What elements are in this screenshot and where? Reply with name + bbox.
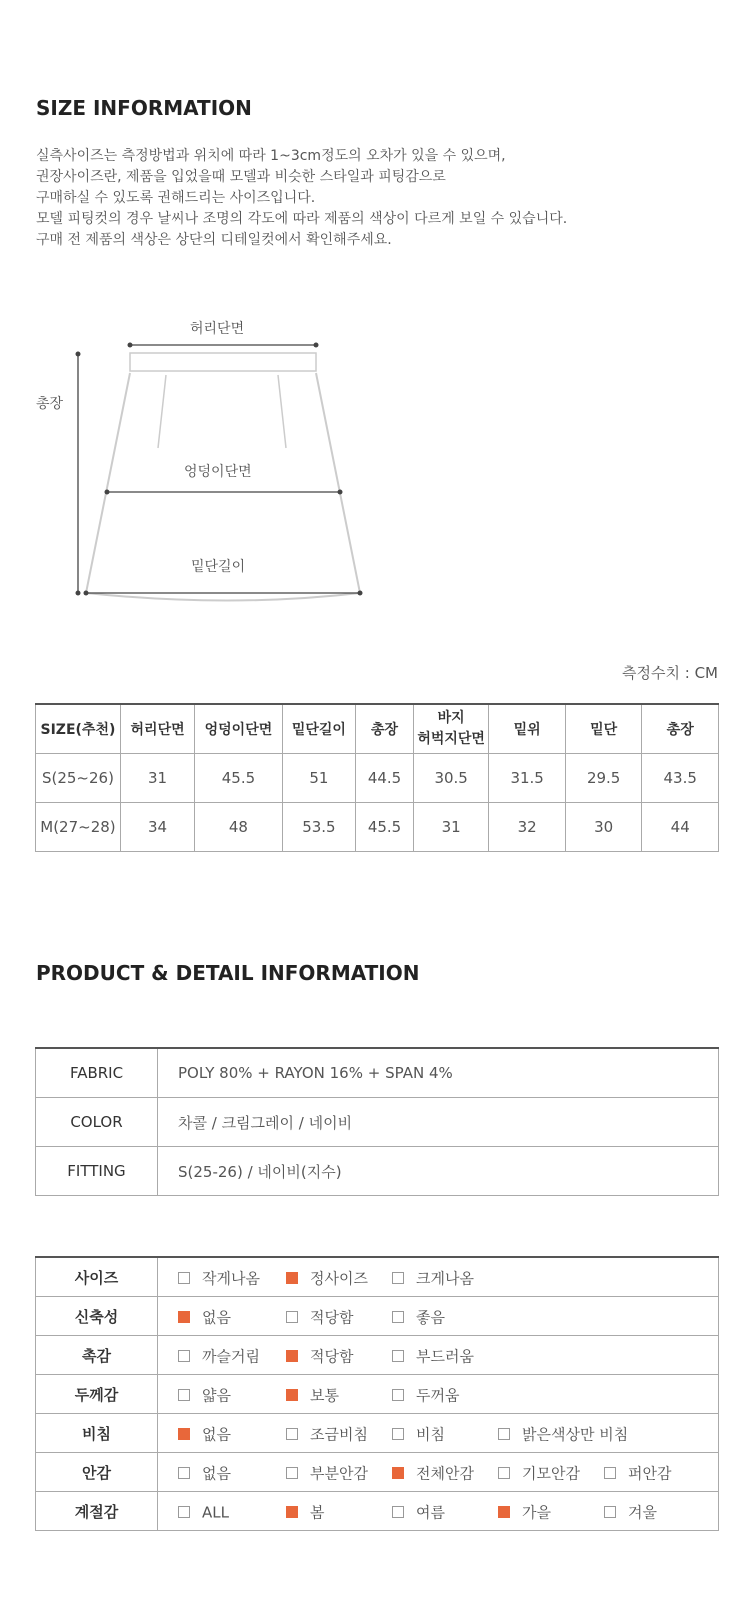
- th-size: SIZE(추천): [36, 704, 121, 754]
- feature-options: [158, 1414, 719, 1453]
- feature-row: [36, 1257, 719, 1297]
- product-info-title: PRODUCT & DETAIL INFORMATION: [36, 961, 420, 985]
- size-info-title: SIZE INFORMATION: [36, 96, 252, 120]
- feature-option: [498, 1425, 628, 1443]
- product-value: POLY 80% + RAYON 16% + SPAN 4%: [158, 1048, 719, 1098]
- feature-key: 계절감: [36, 1492, 158, 1531]
- feature-option: [392, 1269, 474, 1287]
- empty-box-icon: [178, 1506, 190, 1518]
- table-cell: 31: [413, 803, 489, 852]
- checked-box-icon: [286, 1389, 298, 1401]
- th-thigh: 허벅지단면: [417, 731, 485, 747]
- table-cell: 31.5: [489, 754, 566, 803]
- table-cell: 45.5: [356, 803, 414, 852]
- empty-box-icon: [498, 1428, 510, 1440]
- feature-option-label: 밝은색상만 비침: [522, 1425, 629, 1444]
- feature-option-label: 가을: [522, 1503, 551, 1522]
- feature-table: [35, 1256, 719, 1531]
- feature-option: [392, 1503, 445, 1521]
- empty-box-icon: [498, 1467, 510, 1479]
- empty-box-icon: [392, 1272, 404, 1284]
- product-row-fabric: [36, 1048, 719, 1098]
- th-hip: 엉덩이단면: [195, 704, 282, 754]
- th-pants: 바지: [437, 710, 465, 726]
- product-table: [35, 1047, 719, 1196]
- hem-label: 밑단길이: [191, 559, 246, 575]
- feature-option-label: 정사이즈: [310, 1269, 368, 1288]
- empty-box-icon: [178, 1467, 190, 1479]
- unit-label: 측정수치 : CM: [622, 664, 718, 682]
- size-notes: [36, 146, 716, 251]
- feature-options: [158, 1297, 719, 1336]
- table-cell: M(27~28): [36, 803, 121, 852]
- feature-option: [178, 1386, 231, 1404]
- feature-key: 사이즈: [36, 1257, 158, 1297]
- feature-option-label: 없음: [202, 1308, 231, 1327]
- table-cell: 45.5: [195, 754, 282, 803]
- table-cell: 48: [195, 803, 282, 852]
- length-label: 총장: [36, 396, 64, 412]
- feature-option: [286, 1386, 339, 1404]
- feature-option: [286, 1347, 353, 1365]
- feature-option: [178, 1308, 231, 1326]
- feature-row: [36, 1297, 719, 1336]
- feature-option-label: ALL: [202, 1503, 229, 1522]
- table-cell: 51: [282, 754, 356, 803]
- product-row-color: [36, 1098, 719, 1147]
- feature-option-label: 봄: [310, 1503, 325, 1522]
- feature-option: [392, 1425, 445, 1443]
- feature-option: [498, 1503, 551, 1521]
- th-length: 총장: [356, 704, 414, 754]
- empty-box-icon: [604, 1506, 616, 1518]
- feature-option-label: 기모안감: [522, 1464, 580, 1483]
- feature-option-label: 없음: [202, 1425, 231, 1444]
- feature-option-label: 좋음: [416, 1308, 445, 1327]
- empty-box-icon: [392, 1311, 404, 1323]
- feature-option: [178, 1425, 231, 1443]
- feature-option: [392, 1308, 445, 1326]
- th-pants-thigh: [413, 704, 489, 754]
- feature-key: 촉감: [36, 1336, 158, 1375]
- product-key: FABRIC: [36, 1048, 158, 1098]
- feature-option: [286, 1308, 353, 1326]
- feature-options: [158, 1336, 719, 1375]
- feature-option-label: 없음: [202, 1464, 231, 1483]
- empty-box-icon: [392, 1350, 404, 1362]
- hip-label: 엉덩이단면: [184, 464, 252, 480]
- size-note-line: 구매 전 제품의 색상은 상단의 디테일컷에서 확인해주세요.: [36, 232, 392, 248]
- checked-box-icon: [286, 1350, 298, 1362]
- size-table-header: [36, 704, 719, 754]
- feature-option: [392, 1347, 474, 1365]
- feature-option: [178, 1269, 260, 1287]
- table-cell: 44.5: [356, 754, 414, 803]
- checked-box-icon: [286, 1506, 298, 1518]
- feature-option-label: 부분안감: [310, 1464, 368, 1483]
- feature-option: [498, 1464, 580, 1482]
- empty-box-icon: [392, 1428, 404, 1440]
- feature-options: [158, 1453, 719, 1492]
- feature-option-label: 전체안감: [416, 1464, 474, 1483]
- feature-key: 비침: [36, 1414, 158, 1453]
- checked-box-icon: [178, 1428, 190, 1440]
- feature-row: [36, 1414, 719, 1453]
- feature-option: [178, 1503, 229, 1521]
- product-key: COLOR: [36, 1098, 158, 1147]
- feature-options: [158, 1257, 719, 1297]
- size-note-line: 모델 피팅컷의 경우 날씨나 조명의 각도에 따라 제품의 색상이 다르게 보일 수 있습니다.: [36, 211, 568, 227]
- feature-option-label: 퍼안감: [628, 1464, 672, 1483]
- feature-row: [36, 1492, 719, 1531]
- feature-option: [392, 1464, 474, 1482]
- empty-box-icon: [286, 1311, 298, 1323]
- empty-box-icon: [286, 1467, 298, 1479]
- feature-option: [604, 1503, 657, 1521]
- feature-option: [178, 1347, 260, 1365]
- feature-option: [286, 1503, 325, 1521]
- size-note-line: 실측사이즈는 측정방법과 위치에 따라 1~3cm정도의 오차가 있을 수 있으며,: [36, 148, 506, 164]
- feature-option-label: 적당함: [310, 1308, 354, 1327]
- table-cell: 44: [642, 803, 719, 852]
- feature-row: [36, 1336, 719, 1375]
- feature-option-label: 조금비침: [310, 1425, 368, 1444]
- feature-options: [158, 1492, 719, 1531]
- feature-option: [286, 1464, 368, 1482]
- feature-option-label: 작게나옴: [202, 1269, 260, 1288]
- table-row: [36, 803, 719, 852]
- feature-option-label: 얇음: [202, 1386, 231, 1405]
- waist-label: 허리단면: [190, 321, 245, 337]
- th-waist: 허리단면: [120, 704, 194, 754]
- product-row-fitting: [36, 1147, 719, 1196]
- empty-box-icon: [604, 1467, 616, 1479]
- feature-key: 안감: [36, 1453, 158, 1492]
- feature-option: [286, 1425, 368, 1443]
- product-value: 차콜 / 크림그레이 / 네이비: [158, 1098, 719, 1147]
- product-value: S(25-26) / 네이비(지수): [158, 1147, 719, 1196]
- checked-box-icon: [286, 1272, 298, 1284]
- feature-option-label: 부드러움: [416, 1347, 474, 1366]
- feature-key: 두께감: [36, 1375, 158, 1414]
- feature-option: [178, 1464, 231, 1482]
- feature-option-label: 여름: [416, 1503, 445, 1522]
- feature-option-label: 까슬거림: [202, 1347, 260, 1366]
- feature-row: [36, 1453, 719, 1492]
- size-note-line: 구매하실 수 있도록 권해드리는 사이즈입니다.: [36, 190, 316, 206]
- table-cell: S(25~26): [36, 754, 121, 803]
- product-key: FITTING: [36, 1147, 158, 1196]
- empty-box-icon: [178, 1350, 190, 1362]
- size-note-line: 권장사이즈란, 제품을 입었을때 모델과 비슷한 스타일과 피팅감으로: [36, 169, 446, 185]
- table-cell: 30.5: [413, 754, 489, 803]
- checked-box-icon: [178, 1311, 190, 1323]
- table-cell: 31: [120, 754, 194, 803]
- feature-options: [158, 1375, 719, 1414]
- empty-box-icon: [392, 1389, 404, 1401]
- table-cell: 30: [565, 803, 642, 852]
- feature-option: [392, 1386, 459, 1404]
- empty-box-icon: [178, 1389, 190, 1401]
- checked-box-icon: [392, 1467, 404, 1479]
- feature-key: 신축성: [36, 1297, 158, 1336]
- table-cell: 34: [120, 803, 194, 852]
- feature-option-label: 적당함: [310, 1347, 354, 1366]
- empty-box-icon: [392, 1506, 404, 1518]
- feature-option-label: 겨울: [628, 1503, 657, 1522]
- feature-option: [604, 1464, 671, 1482]
- empty-box-icon: [286, 1428, 298, 1440]
- th-rise: 밑위: [489, 704, 566, 754]
- size-table: [35, 703, 719, 852]
- table-cell: 29.5: [565, 754, 642, 803]
- th-pants-length: 총장: [642, 704, 719, 754]
- feature-row: [36, 1375, 719, 1414]
- table-cell: 43.5: [642, 754, 719, 803]
- feature-option-label: 두꺼움: [416, 1386, 460, 1405]
- table-cell: 32: [489, 803, 566, 852]
- checked-box-icon: [498, 1506, 510, 1518]
- empty-box-icon: [178, 1272, 190, 1284]
- table-cell: 53.5: [282, 803, 356, 852]
- feature-option-label: 크게나옴: [416, 1269, 474, 1288]
- feature-option: [286, 1269, 368, 1287]
- feature-option-label: 비침: [416, 1425, 445, 1444]
- feature-option-label: 보통: [310, 1386, 339, 1405]
- th-pants-hem: 밑단: [565, 704, 642, 754]
- table-row: [36, 754, 719, 803]
- th-hem: 밑단길이: [282, 704, 356, 754]
